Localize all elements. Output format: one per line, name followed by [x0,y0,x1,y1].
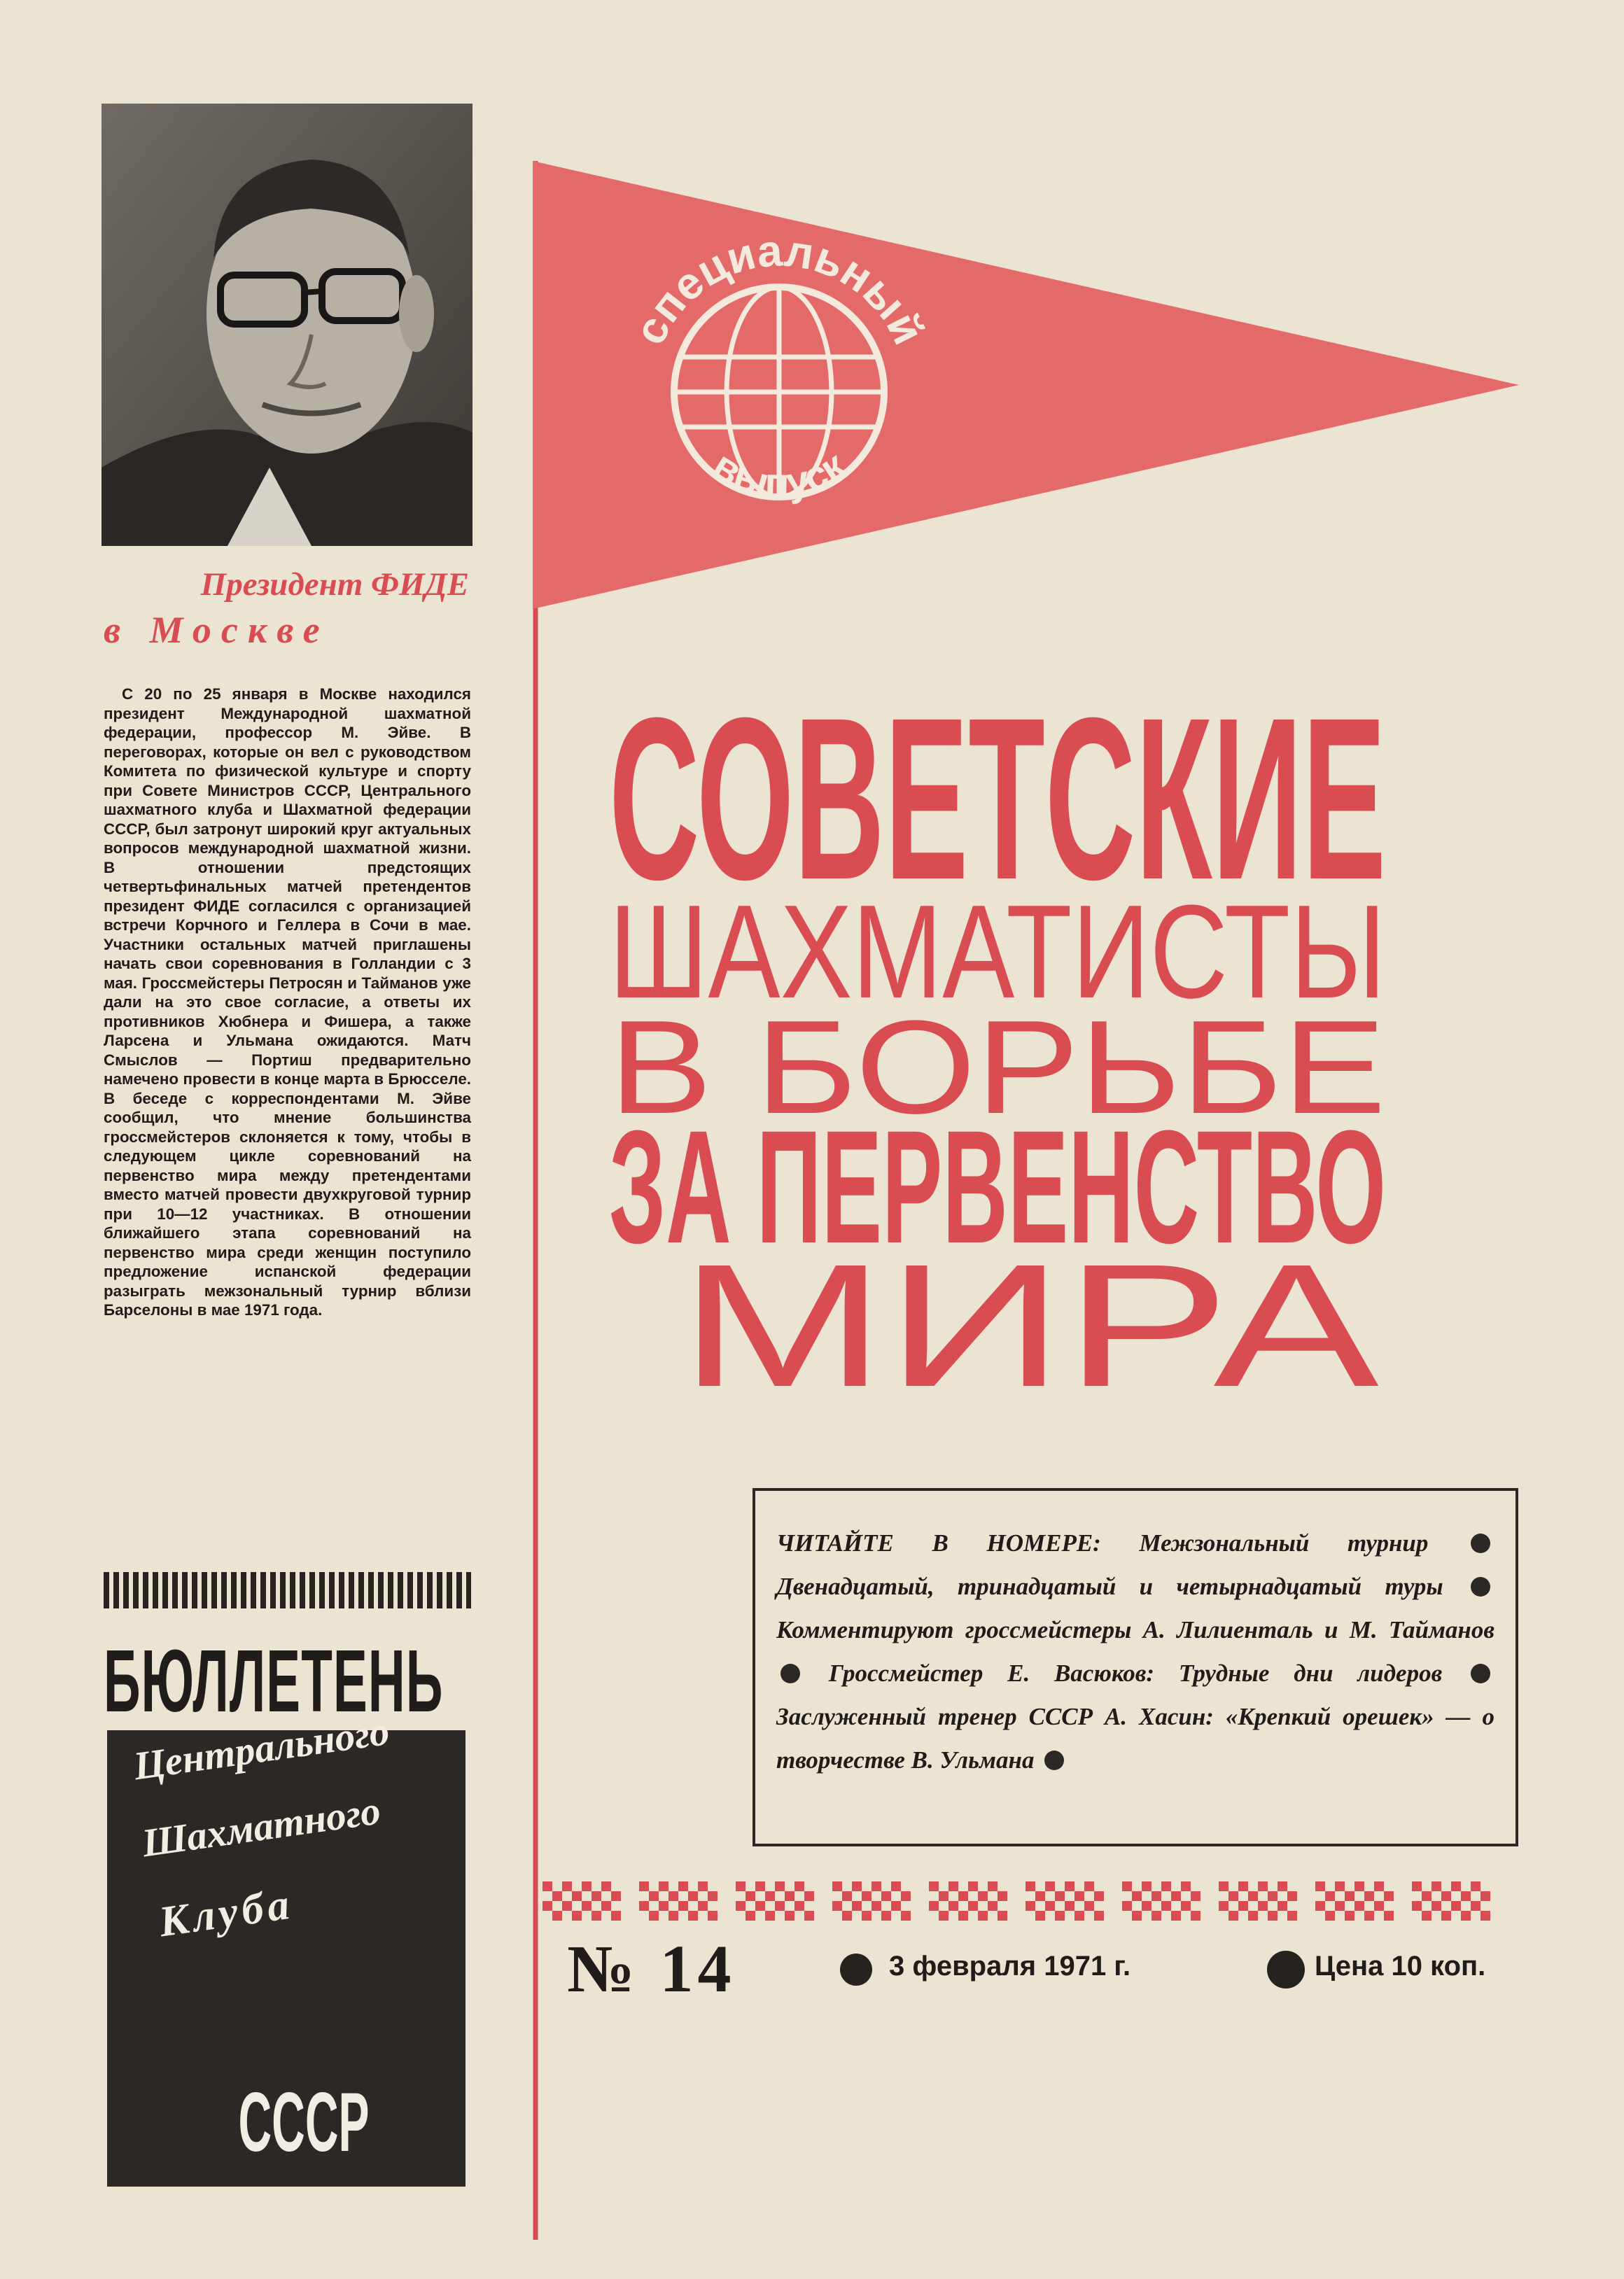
chess-square [601,1881,611,1891]
bullet-icon [780,1664,800,1683]
chess-square [601,1901,611,1911]
chess-square [659,1901,668,1911]
chess-square [1432,1881,1441,1891]
chess-square [1171,1891,1181,1901]
chess-square [765,1891,775,1901]
chess-square [1152,1911,1161,1921]
chess-square [688,1911,698,1921]
chess-square [1422,1911,1432,1921]
bulletin-line-2: Шахматного [139,1788,384,1866]
issue-date: 3 февраля 1971 г. [889,1951,1131,1982]
chess-square [832,1901,842,1911]
chess-square [1315,1881,1325,1891]
chess-square [1055,1911,1065,1921]
bulletin-line-1: Центрального [131,1709,392,1789]
chess-square [852,1881,862,1891]
chess-square [1364,1891,1374,1901]
chess-square [668,1911,678,1921]
chess-square [746,1891,755,1901]
chess-square [1055,1891,1065,1901]
chess-square [939,1891,948,1901]
chess-square [1248,1891,1258,1901]
chess-square [997,1891,1007,1901]
chess-square [1132,1891,1142,1901]
contents-item-3: Комментируют гроссмейстеры А. Лилиенталь и М. Тайманов [776,1616,1494,1643]
chess-square [755,1901,765,1911]
chess-square [639,1881,649,1891]
chess-square [785,1891,794,1901]
chess-square [978,1911,988,1921]
chess-square [832,1881,842,1891]
chess-square [988,1901,997,1911]
chess-square [1142,1901,1152,1911]
contents-item-5: Заслуженный тренер СССР А. Хасин: «Крепкий орешек» — о творчестве В. Ульмана [776,1703,1494,1774]
chess-square [968,1901,978,1911]
title-line-1: СОВЕТСКИЕ [609,669,1386,927]
chess-square [1441,1891,1451,1901]
chess-square [1480,1891,1490,1901]
chess-square [1480,1911,1490,1921]
chess-square [562,1901,572,1911]
chess-square [1084,1901,1094,1911]
chess-square [1171,1911,1181,1921]
chess-square [708,1911,718,1921]
chess-square [785,1911,794,1921]
contents-box [752,1488,1518,1846]
chess-square [852,1901,862,1911]
chess-square [1374,1901,1384,1911]
chess-square [736,1881,746,1891]
chess-square [1074,1891,1084,1901]
chess-square [1161,1881,1171,1891]
chess-square [1074,1911,1084,1921]
emblem-bottom-text: выпуск [705,442,854,506]
chess-square [1441,1911,1451,1921]
chess-square [1268,1891,1278,1901]
chess-square [794,1881,804,1891]
chess-square [901,1911,911,1921]
bulletin-line-4: СССР [238,2075,370,2169]
chess-square [659,1881,668,1891]
chess-square [708,1891,718,1901]
chess-square [1026,1901,1035,1911]
chess-square [1471,1901,1480,1911]
chess-square [1258,1901,1268,1911]
chess-square [611,1911,621,1921]
decorative-rule [104,1572,471,1608]
chess-square [736,1901,746,1911]
headline-line-1: Президент ФИДЕ [200,566,469,603]
chess-square [678,1901,688,1911]
contents-item-4: Гроссмейстер Е. Васюков: Трудные дни лидеров [828,1660,1443,1687]
chess-square [901,1891,911,1901]
chess-square [1035,1891,1045,1901]
chess-square [678,1881,688,1891]
chess-square [572,1911,582,1921]
chess-square [968,1881,978,1891]
chess-square [1219,1901,1228,1911]
chess-square [1315,1901,1325,1911]
chess-square [1045,1901,1055,1911]
chess-square [939,1911,948,1921]
chess-square [1152,1891,1161,1901]
chess-square [572,1891,582,1901]
chess-square [881,1891,891,1901]
chess-square [1181,1881,1191,1891]
chess-square [1451,1901,1461,1911]
chess-square [1278,1901,1287,1911]
chess-square [639,1901,649,1911]
chess-square [958,1911,968,1921]
chess-square [1065,1901,1074,1911]
chess-square [1325,1911,1335,1921]
issue-price: Цена 10 коп. [1315,1951,1486,1982]
chess-square [929,1881,939,1891]
chess-square [1045,1881,1055,1891]
title-line-2: ШАХМАТИСТЫ [609,878,1386,1026]
chess-square [804,1891,814,1901]
bulletin-box [107,1709,465,2187]
chess-square [1412,1881,1422,1891]
chess-square [1354,1901,1364,1911]
chess-square [592,1891,601,1901]
bullet-icon [1044,1751,1064,1770]
contents-item-2: Двенадцатый, тринадцатый и четырнадцатый туры [776,1573,1443,1600]
article-body: С 20 по 25 января в Москве находился президент Международной шахматной федерации, профессор М. Эйве. В переговорах, которые он вел с руководством Комитета по физической культуре и спорту при Совете Министров СССР, Центрального шахматного клуба и Шахматной федерации СССР, был затронут широкий круг актуальных вопросов международной шахматной жизни. В отношении предстоящих четвертьфинальных матчей претендентов президент ФИДЕ согласился с организацией встречи Корчного и Геллера в Сочи в мае. Участники остальных матчей приглашены начать свои соревнования в Голландии с 3 мая. Гроссмейстеры Петросян и Тайманов уже дали на это свое согласие, а ответы их противников Хюбнера и Фишера, а также Ларсена и Ульмана ожидаются. Матч Смыслов — Портиш предварительно намечено провести в конце марта в Брюсселе. В беседе с корреспондентами М. Эйве сообщил, что мнение большинства гроссмейстеров склоняется к тому, чтобы в следующем цикле соревнований на первенство мира между претендентами вместо матчей провести двухкруговой турнир при 10—12 участниках. В отношении ближайшего этапа соревнований на первенство мира среди женщин поступило предложение испанской федерации разыграть межзональный турнир вблизи Барселоны в мае 1971 года. [104,685,471,1319]
pennant-triangle [533,161,1519,609]
chess-square [552,1911,562,1921]
chess-square [1161,1901,1171,1911]
chess-square [948,1901,958,1911]
chess-square [1191,1891,1200,1901]
chess-square [862,1911,872,1921]
chess-square [958,1891,968,1901]
chess-square [862,1891,872,1901]
chess-square [1219,1881,1228,1891]
chess-square [978,1891,988,1901]
chess-square [1084,1881,1094,1891]
portrait-image [102,104,472,546]
chess-square [611,1891,621,1901]
portrait-photo [102,104,472,546]
chess-square [649,1891,659,1901]
chess-square [804,1911,814,1921]
chess-square [1181,1901,1191,1911]
bullet-icon [1471,1664,1490,1683]
chess-square [1412,1901,1422,1911]
bulletin-logo [104,1632,471,2279]
chess-square [794,1901,804,1911]
chess-square [1345,1911,1354,1921]
bulletin-title: БЮЛЛЕТЕНЬ [104,1632,444,1730]
chess-square [1132,1911,1142,1921]
chess-square [1191,1911,1200,1921]
chess-square [1248,1911,1258,1921]
chess-square [1122,1881,1132,1891]
chess-square [775,1881,785,1891]
chess-square [1278,1881,1287,1891]
main-title [609,669,1407,1423]
chess-square [881,1911,891,1921]
chess-square [842,1891,852,1901]
chess-square [698,1881,708,1891]
chess-square [948,1881,958,1891]
article-headline [104,567,475,650]
chess-square [562,1881,572,1891]
separator-dot-icon [1267,1951,1305,1989]
chess-square [1432,1901,1441,1911]
chess-square [842,1911,852,1921]
chess-square [1026,1881,1035,1891]
chess-square [1268,1911,1278,1921]
chess-square [1461,1891,1471,1901]
chess-square [1238,1901,1248,1911]
chess-square [1384,1911,1394,1921]
chess-square [1325,1891,1335,1901]
bulletin-line-3: Клуба [156,1880,297,1947]
issue-line [567,1931,1526,2006]
chess-square [755,1881,765,1891]
chess-square [1451,1881,1461,1891]
chess-square [582,1901,592,1911]
chess-square [1258,1881,1268,1891]
chess-square [1345,1891,1354,1901]
chess-square [872,1881,881,1891]
chess-square [542,1901,552,1911]
chess-square [1287,1891,1297,1901]
chess-square [552,1891,562,1901]
chess-square [1335,1901,1345,1911]
bullet-icon [1471,1534,1490,1553]
emblem-top-text: специальный [624,225,934,352]
chess-square [1094,1911,1104,1921]
headline-line-2: в Москве [104,608,330,651]
chess-square [542,1881,552,1891]
chess-square [891,1881,901,1891]
issue-number: № 14 [567,1931,736,2006]
chess-square [1384,1891,1394,1901]
chess-square [698,1901,708,1911]
title-line-5: МИРА [679,1228,1380,1423]
bullet-icon [1471,1577,1490,1597]
chess-square [1094,1891,1104,1901]
chess-square [1065,1881,1074,1891]
chess-square [891,1901,901,1911]
chess-square [1238,1881,1248,1891]
contents-item-1: Межзональный турнир [1139,1529,1429,1557]
chess-square [1035,1911,1045,1921]
separator-dot-icon [840,1954,872,1986]
chess-square [775,1901,785,1911]
title-line-3: В БОРЬБЕ [609,993,1386,1142]
chess-square [1228,1891,1238,1901]
contents-label: ЧИТАЙТЕ В НОМЕРЕ: [776,1529,1101,1557]
chess-square [1228,1911,1238,1921]
chess-square [929,1901,939,1911]
chess-square [668,1891,678,1901]
chess-square [765,1911,775,1921]
chess-square [1122,1901,1132,1911]
chess-square [1364,1911,1374,1921]
chess-square [997,1911,1007,1921]
chess-square [872,1901,881,1911]
chess-square [988,1881,997,1891]
chess-square [746,1911,755,1921]
chess-square [1287,1911,1297,1921]
title-line-4: ЗА ПЕРВЕНСТВО [609,1097,1386,1277]
chess-square [1374,1881,1384,1891]
chess-square [592,1911,601,1921]
chess-ornament-row [528,1876,1508,1925]
chess-square [1354,1881,1364,1891]
chess-square [1461,1911,1471,1921]
chess-square [582,1881,592,1891]
chess-square [688,1891,698,1901]
chess-square [1422,1891,1432,1901]
chess-square [1471,1881,1480,1891]
chess-square [1335,1881,1345,1891]
chess-square [649,1911,659,1921]
chess-square [1142,1881,1152,1891]
